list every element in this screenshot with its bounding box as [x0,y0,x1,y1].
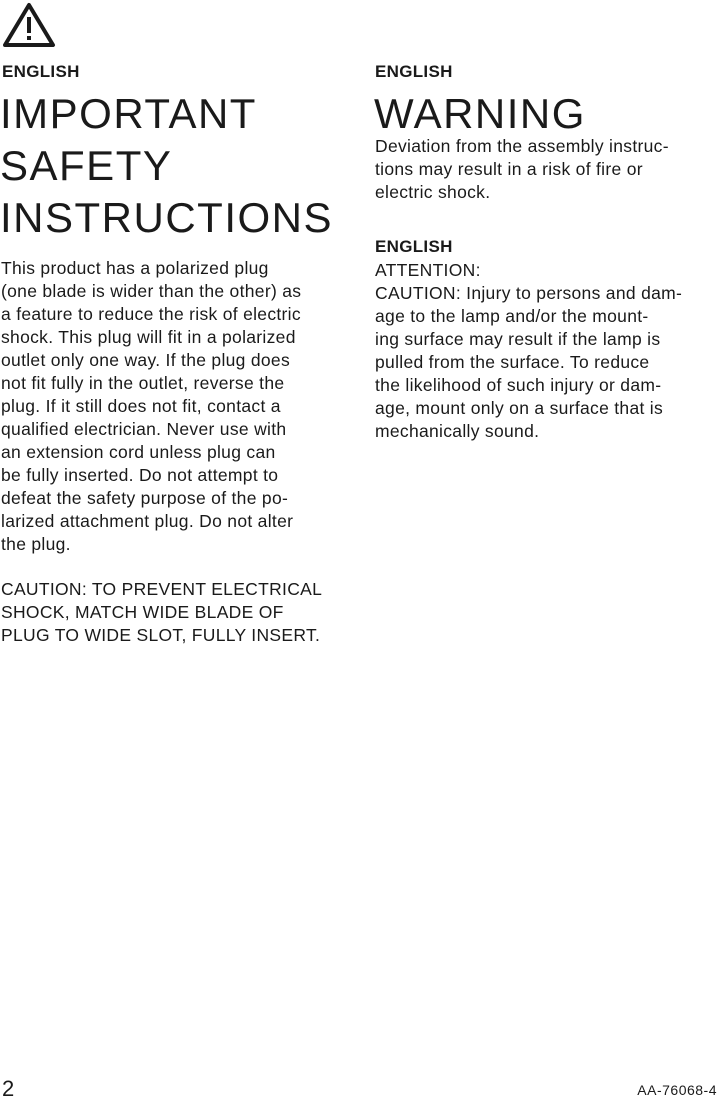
warning-line: electric shock. [375,182,491,202]
language-label: ENGLISH [375,237,453,256]
safety-title [0,88,333,244]
paragraph-line: (one blade is wider than the other) as [1,281,302,301]
paragraph-line: larized attachment plug. Do not alter [1,511,294,531]
paragraph-line: defeat the safety purpose of the po- [1,488,289,508]
paragraph-line: not fit fully in the outlet, reverse the [1,373,285,393]
caution-paragraph [1,578,322,647]
attention-line: ing surface may result if the lamp is [375,329,661,349]
paragraph-line: be fully inserted. Do not attempt to [1,465,279,485]
paragraph-line: outlet only one way. If the plug does [1,350,291,370]
attention-paragraph [375,259,682,443]
document-code: AA-76068-4 [637,1082,717,1098]
paragraph-line: shock. This plug will fit in a polarized [1,327,296,347]
title-line: IMPORTANT [0,90,257,137]
paragraph-line: a feature to reduce the risk of electric [1,304,301,324]
page-number: 2 [2,1076,15,1101]
attention-line: age to the lamp and/or the mount- [375,306,649,326]
attention-line: age, mount only on a surface that is [375,398,664,418]
warning-paragraph [375,135,669,204]
attention-line: CAUTION: Injury to persons and dam- [375,283,683,303]
attention-line: mechanically sound. [375,421,540,441]
caution-line: CAUTION: TO PREVENT ELECTRICAL [1,579,323,599]
polarized-plug-paragraph [1,257,301,556]
paragraph-line: qualified electrician. Never use with [1,419,287,439]
language-label: ENGLISH [2,62,80,81]
caution-line: SHOCK, MATCH WIDE BLADE OF [1,602,284,622]
paragraph-line: plug. If it still does not fit, contact a [1,396,281,416]
warning-triangle-icon [2,2,56,48]
title-line: SAFETY [0,142,173,189]
attention-line: the likelihood of such injury or dam- [375,375,662,395]
paragraph-line: the plug. [1,534,71,554]
warning-title: WARNING [374,90,586,137]
language-label: ENGLISH [375,62,453,81]
attention-line: ATTENTION: [375,260,481,280]
attention-line: pulled from the surface. To reduce [375,352,650,372]
caution-line: PLUG TO WIDE SLOT, FULLY INSERT. [1,625,321,645]
warning-line: tions may result in a risk of fire or [375,159,643,179]
title-line: INSTRUCTIONS [0,194,333,241]
warning-line: Deviation from the assembly instruc- [375,136,669,156]
paragraph-line: an extension cord unless plug can [1,442,276,462]
paragraph-line: This product has a polarized plug [1,258,269,278]
